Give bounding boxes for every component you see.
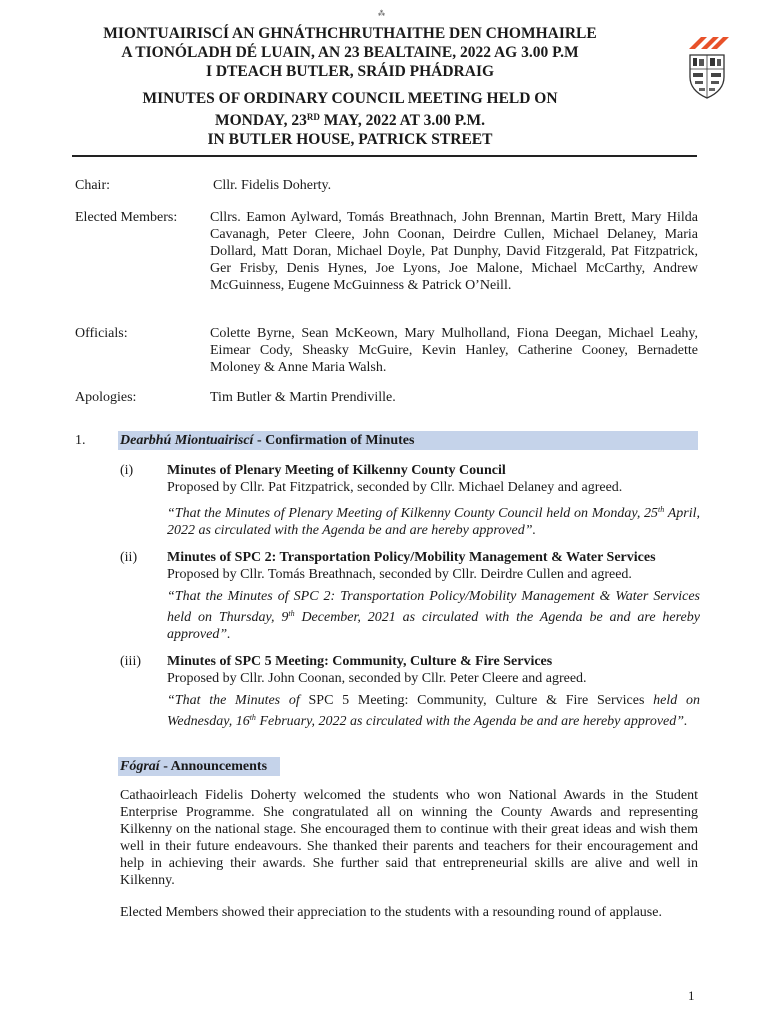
header-divider bbox=[72, 155, 697, 157]
officials-row bbox=[75, 325, 698, 376]
apologies-row bbox=[75, 389, 698, 406]
header-tiny-mark: ⁂ bbox=[378, 10, 385, 18]
page-number: 1 bbox=[688, 988, 695, 1003]
item-proposed: Proposed by Cllr. Pat Fitzpatrick, seconded by Cllr. Michael Delaney and agreed. bbox=[167, 480, 623, 495]
announcements-irish-title: Fógraí bbox=[120, 759, 160, 774]
item-proposed: Proposed by Cllr. Tomás Breathnach, seconded by Cllr. Deirdre Cullen and agreed. bbox=[167, 567, 632, 582]
chair-value: Cllr. Fidelis Doherty. bbox=[213, 178, 332, 193]
item-title: Minutes of SPC 5 Meeting: Community, Culture & Fire Services bbox=[167, 654, 553, 669]
section-english-title: Confirmation of Minutes bbox=[265, 433, 415, 448]
announcement-paragraph: Cathaoirleach Fidelis Doherty welcomed the students who won National Awards in the Student Enterprise Programme. She congratulated all on winning the County Awards and representing Kilkenny on the national stage. She encouraged them to continue with their great ideas and wish them well in their future endeavours. She thanked their parents and teachers for their encouragement and help in achieving their awards. She further said that entrepreneurial skills are alive and well in Kilkenny. bbox=[120, 788, 698, 888]
item-resolution: “That the Minutes of Plenary Meeting of Kilkenny County Council held on Monday, 25th April, 2022 as circulated with the Agenda be and are hereby approved”. bbox=[167, 505, 700, 538]
apologies-value: Tim Butler & Martin Prendiville. bbox=[210, 390, 396, 405]
announcement-paragraph: Elected Members showed their appreciation to the students with a resounding round of applause. bbox=[120, 905, 662, 920]
english-title-line: IN BUTLER HOUSE, PATRICK STREET bbox=[207, 131, 493, 148]
minutes-item bbox=[120, 653, 700, 730]
section-number: 1. bbox=[75, 433, 86, 448]
members-label: Elected Members: bbox=[75, 210, 178, 225]
minutes-item bbox=[120, 462, 700, 539]
council-crest-logo bbox=[681, 31, 731, 103]
members-value: Cllrs. Eamon Aylward, Tomás Breathnach, John Brennan, Martin Brett, Mary Hilda Cavanagh, Peter Cleere, John Coonan, Deirdre Cullen, Michael Delaney, Maria Dollard, Matt Doran, Michael Doyle, Pat Dunphy, David Fitzgerald, Pat Fitzpatrick, Ger Frisby, Denis Hynes, Joe Lyons, Joe Malone, Michael McCarthy, Andrew McGuinness, Eugene McGuinness & Patrick O’Neill. bbox=[210, 210, 698, 293]
section-separator: - bbox=[253, 433, 266, 448]
item-resolution: “That the Minutes of SPC 5 Meeting: Community, Culture & Fire Services held on Wednesday, 16th February, 2022 as circulated with the Agenda be and are hereby approved”. bbox=[167, 693, 701, 729]
item-resolution: “That the Minutes of SPC 2: Transportation Policy/Mobility Management & Water Services held on Thursday, 9th December, 2021 as circulated with the Agenda be and are hereby approved”. bbox=[167, 589, 700, 642]
irish-title-line: A TIONÓLADH DÉ LUAIN, AN 23 BEALTAINE, 2022 AG 3.00 P.M bbox=[121, 44, 579, 61]
english-title-line: MINUTES OF ORDINARY COUNCIL MEETING HELD ON bbox=[142, 90, 558, 107]
announcements-english-title: - Announcements bbox=[159, 759, 268, 774]
irish-title-line: MIONTUAIRISCÍ AN GHNÁTHCHRUTHAITHE DEN CHOMHAIRLE bbox=[103, 25, 597, 42]
item-number: (i) bbox=[120, 463, 134, 478]
item-number: (iii) bbox=[120, 654, 141, 669]
irish-title-line: I DTEACH BUTLER, SRÁID PHÁDRAIG bbox=[205, 63, 495, 80]
section-heading-announcements bbox=[118, 757, 280, 776]
english-title-line: MONDAY, 23RD MAY, 2022 AT 3.00 P.M. bbox=[214, 112, 486, 129]
item-number: (ii) bbox=[120, 550, 138, 565]
apologies-label: Apologies: bbox=[75, 390, 137, 405]
english-title bbox=[70, 89, 630, 149]
section-heading-confirmation bbox=[118, 431, 698, 450]
item-title: Minutes of SPC 2: Transportation Policy/Mobility Management & Water Services bbox=[167, 550, 656, 565]
chair-row bbox=[75, 177, 698, 194]
item-proposed: Proposed by Cllr. John Coonan, seconded by Cllr. Peter Cleere and agreed. bbox=[167, 671, 587, 686]
officials-label: Officials: bbox=[75, 326, 128, 341]
irish-title bbox=[70, 24, 630, 81]
members-row bbox=[75, 209, 698, 294]
item-title: Minutes of Plenary Meeting of Kilkenny County Council bbox=[167, 463, 506, 478]
minutes-item bbox=[120, 549, 700, 643]
section-irish-title: Dearbhú Miontuairiscí bbox=[120, 433, 254, 448]
chair-label: Chair: bbox=[75, 178, 110, 193]
officials-value: Colette Byrne, Sean McKeown, Mary Mulholland, Fiona Deegan, Michael Leahy, Eimear Cody, Sheasky McGuire, Kevin Hanley, Catherine Cooney, Bernadette Moloney & Anne Maria Walsh. bbox=[210, 326, 698, 375]
